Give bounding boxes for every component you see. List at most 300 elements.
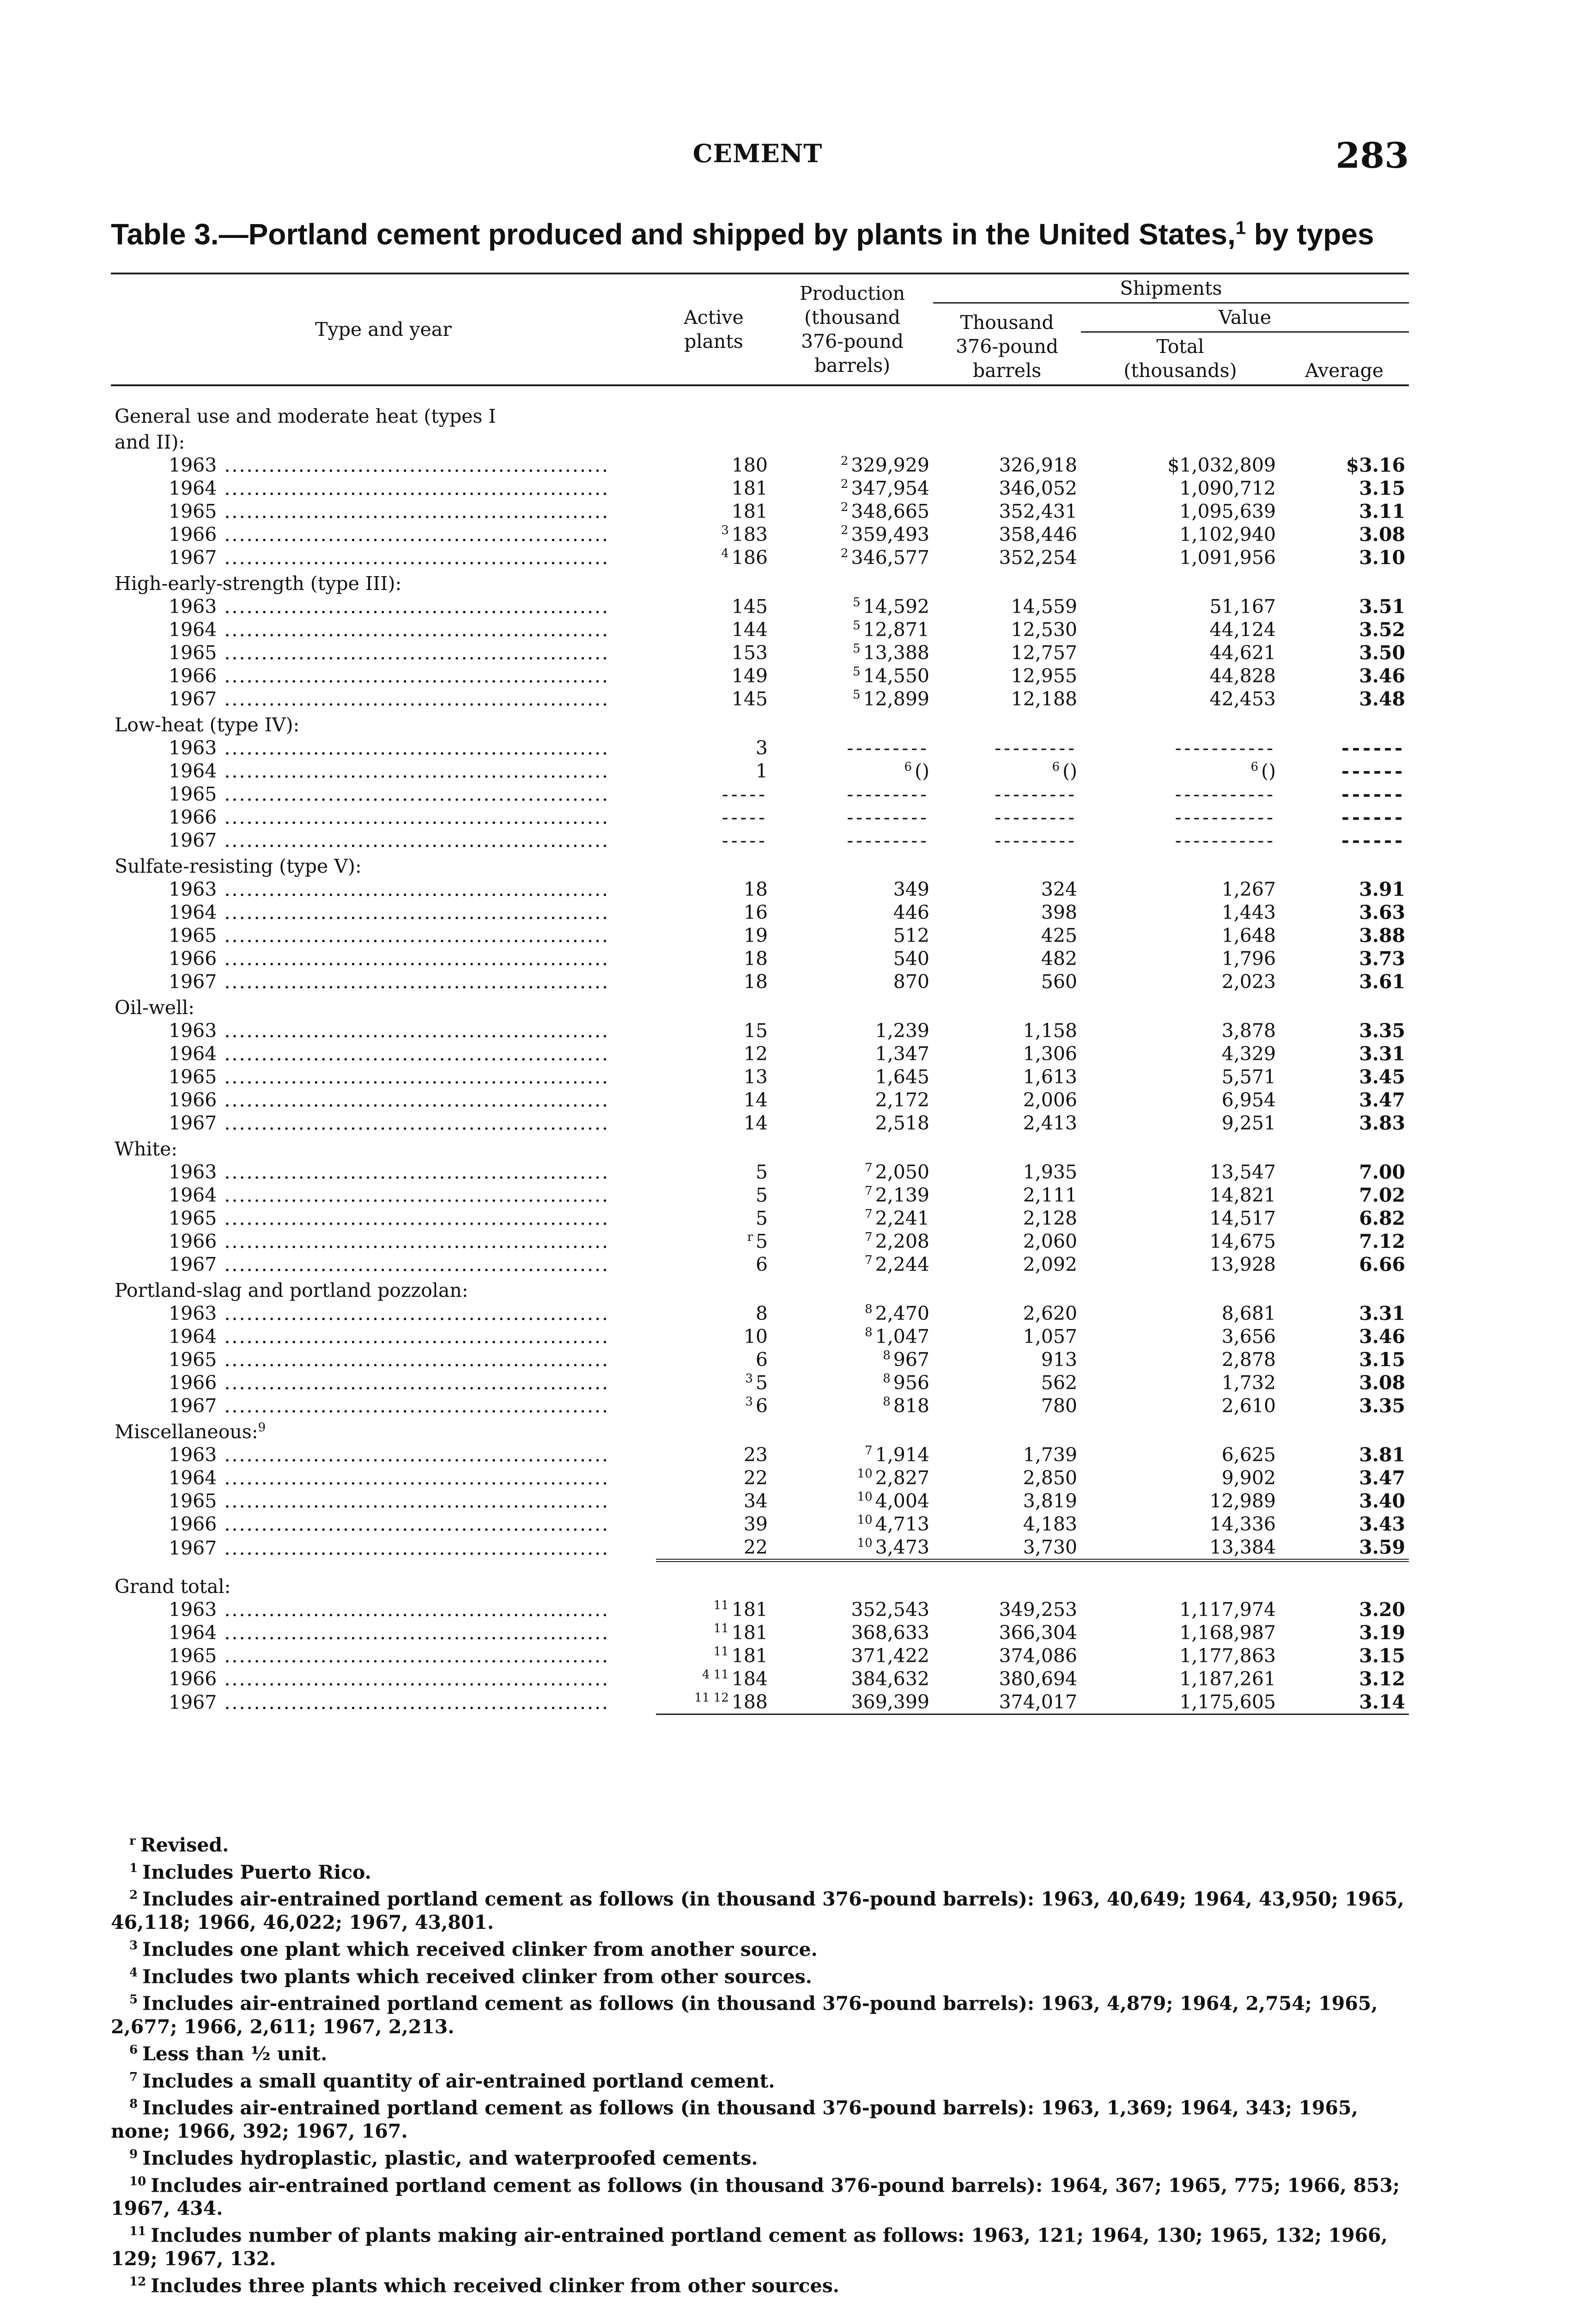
- cell-value: 3,878: [1221, 1020, 1276, 1042]
- rule-cell: [1280, 1714, 1409, 1720]
- year-cell: 1965 .....: [111, 1489, 656, 1513]
- footnote-mark: 2: [840, 477, 849, 492]
- active-plants-cell: [656, 1325, 771, 1348]
- cell-value: 5: [755, 1230, 768, 1252]
- average-value-cell: 7.00: [1359, 1161, 1406, 1183]
- footnote-mark: r: [747, 1230, 753, 1245]
- table-row: [111, 901, 1409, 924]
- footnote-mark: 5: [852, 596, 861, 610]
- active-plants-cell: [656, 924, 771, 947]
- production-cell: [771, 641, 933, 664]
- average-value-cell: ------: [1341, 829, 1406, 851]
- year-cell: 1964 .....: [111, 1184, 656, 1207]
- cell-value: 1,443: [1221, 901, 1276, 924]
- shipments-cell: [933, 687, 1081, 711]
- footnote-mark: 12: [129, 2274, 146, 2289]
- cell-value: 1,732: [1221, 1372, 1276, 1394]
- year-cell: 1966 .....: [111, 1667, 656, 1690]
- total-value-cell: [1081, 454, 1280, 477]
- production-cell: [771, 1513, 933, 1536]
- table-row: [111, 1466, 1409, 1489]
- cell-value: 1,187,261: [1179, 1668, 1276, 1690]
- active-plants-cell: [656, 760, 771, 783]
- production-cell: [771, 1667, 933, 1690]
- footnote-text: Includes hydroplastic, plastic, and waterproofed cements.: [142, 2147, 758, 2170]
- year-cell: 1965 .....: [111, 783, 656, 806]
- table-row: [111, 1019, 1409, 1042]
- footnote-mark: 11 12: [694, 1691, 729, 1705]
- total-value-cell: [1081, 546, 1280, 569]
- cell-value: 12: [743, 1043, 768, 1065]
- shipments-cell: [933, 618, 1081, 641]
- footnote-mark: 2: [129, 1888, 138, 1903]
- cell-value: 446: [893, 901, 929, 924]
- cell-value: ---------: [995, 783, 1077, 805]
- total-value-cell: [1081, 595, 1280, 618]
- footnote-mark: 6: [1052, 760, 1060, 774]
- shipments-cell: [933, 1302, 1081, 1325]
- year-cell: 1965 .....: [111, 1207, 656, 1230]
- cell-value: 2,470: [875, 1302, 929, 1325]
- cell-value: 14,559: [1011, 596, 1077, 618]
- cell-value: -----------: [1175, 783, 1276, 805]
- cell-value: 1,645: [875, 1066, 929, 1088]
- average-value-cell: 3.15: [1359, 1349, 1406, 1371]
- footnote-mark: r: [129, 1834, 136, 1848]
- cell-value: 1,239: [875, 1020, 929, 1042]
- table-row: [111, 687, 1409, 711]
- average-value-cell: 3.15: [1359, 477, 1406, 499]
- cell-value: 870: [893, 971, 929, 993]
- cell-value: 3,730: [1023, 1536, 1077, 1558]
- cell-value: 2,128: [1023, 1207, 1077, 1229]
- active-plants-cell: [656, 1371, 771, 1394]
- total-value-cell: [1081, 1112, 1280, 1135]
- cell-value: 5,571: [1221, 1066, 1276, 1088]
- total-value-cell: [1081, 829, 1280, 852]
- footnote-mark: 5: [852, 665, 861, 679]
- table-row: [111, 1348, 1409, 1371]
- header-thousand-line2: 376-pound: [955, 335, 1059, 358]
- cell-value: 352,254: [999, 547, 1077, 569]
- cell-value: 1,935: [1023, 1161, 1077, 1183]
- table-row: [111, 1302, 1409, 1325]
- cell-value: (): [1062, 760, 1077, 782]
- shipments-cell: [933, 1088, 1081, 1112]
- average-value-cell: 3.08: [1359, 523, 1406, 546]
- footnote-text: Includes number of plants making air-entrained portland cement as follows: 1963, 121; 1964, 130; 1965, 132; 1966, 129; 1967, 132.: [111, 2224, 1388, 2270]
- rule-cell: [933, 1714, 1081, 1720]
- average-value-cell: 3.12: [1359, 1668, 1406, 1690]
- year-cell: 1966 .....: [111, 947, 656, 970]
- footnote-mark: 7: [865, 1161, 873, 1175]
- cell-value: 13,388: [863, 642, 929, 664]
- total-value-cell: [1081, 1019, 1280, 1042]
- footnote-mark: 7: [865, 1444, 873, 1458]
- rule-cell: [933, 1561, 1081, 1573]
- production-cell: [771, 664, 933, 687]
- average-value-cell: 3.48: [1359, 688, 1406, 710]
- cell-value: 780: [1041, 1395, 1077, 1417]
- footnote: [111, 2143, 1423, 2170]
- average-value-cell: 3.47: [1359, 1467, 1406, 1489]
- total-value-cell: [1081, 1161, 1280, 1184]
- total-value-cell: [1081, 924, 1280, 947]
- cell-value: 2,006: [1023, 1089, 1077, 1111]
- cell-value: 1,090,712: [1179, 477, 1276, 499]
- year-cell: 1963 .....: [111, 1443, 656, 1466]
- year-cell: 1965 .....: [111, 924, 656, 947]
- total-value-cell: [1081, 1065, 1280, 1088]
- cell-value: 1: [755, 760, 768, 782]
- cell-value: 145: [731, 688, 768, 710]
- active-plants-cell: [656, 618, 771, 641]
- production-cell: [771, 1325, 933, 1348]
- table-row: [111, 829, 1409, 852]
- cell-value: 19: [743, 924, 768, 947]
- production-cell: [771, 454, 933, 477]
- total-value-cell: [1081, 664, 1280, 687]
- year-cell: 1967 .....: [111, 687, 656, 711]
- cell-value: 366,304: [999, 1622, 1077, 1644]
- cell-value: ---------: [995, 829, 1077, 851]
- cell-value: 14,675: [1209, 1230, 1276, 1252]
- cell-value: ---------: [995, 806, 1077, 828]
- table-row: [111, 1644, 1409, 1667]
- group-row: [111, 1276, 1409, 1302]
- shipments-cell: [933, 924, 1081, 947]
- active-plants-cell: [656, 1230, 771, 1253]
- footnote-mark: 11: [713, 1645, 729, 1659]
- table-row: [111, 664, 1409, 687]
- cell-value: 18: [743, 948, 768, 970]
- average-value-cell: 7.12: [1359, 1230, 1406, 1252]
- footnote-mark: 2: [840, 523, 849, 538]
- footnote-mark: 8: [865, 1302, 873, 1317]
- cell-value: 3,819: [1023, 1490, 1077, 1512]
- header-production-line3: 376-pound: [801, 330, 904, 353]
- header-total-line1: Total: [1156, 335, 1204, 358]
- table-row: [111, 1325, 1409, 1348]
- footnote-mark: 7: [129, 2070, 138, 2084]
- table-row: [111, 970, 1409, 993]
- cell-value: 4,713: [875, 1513, 929, 1535]
- cell-value: 14,517: [1209, 1207, 1276, 1229]
- active-plants-cell: [656, 736, 771, 760]
- cell-value: 1,347: [875, 1043, 929, 1065]
- cell-value: 181: [731, 1599, 768, 1621]
- cell-value: 9,251: [1221, 1112, 1276, 1134]
- shipments-cell: [933, 1184, 1081, 1207]
- year-cell: 1967 .....: [111, 1253, 656, 1276]
- footnote-mark: 2: [840, 500, 849, 515]
- active-plants-cell: [656, 829, 771, 852]
- year-cell: 1965 .....: [111, 641, 656, 664]
- page-header: [106, 135, 1409, 181]
- year-cell: 1966 .....: [111, 806, 656, 829]
- active-plants-cell: [656, 687, 771, 711]
- production-cell: [771, 1690, 933, 1714]
- cell-value: 22: [743, 1536, 768, 1558]
- table-row: [111, 1536, 1409, 1561]
- footnote-mark: 4: [129, 1965, 138, 1980]
- table-row: [111, 1667, 1409, 1690]
- header-thousand-line1: Thousand: [960, 311, 1054, 334]
- total-value-cell: [1081, 1042, 1280, 1065]
- year-cell: 1963 .....: [111, 736, 656, 760]
- cell-value: -----: [722, 806, 768, 828]
- cell-value: 186: [731, 547, 768, 569]
- footnote: [111, 2220, 1423, 2270]
- cell-value: 2,092: [1023, 1253, 1077, 1276]
- cell-value: 347,954: [851, 477, 929, 499]
- cell-value: 818: [893, 1395, 929, 1417]
- cell-value: 346,052: [999, 477, 1077, 499]
- production-cell: [771, 1489, 933, 1513]
- average-value-cell: 3.08: [1359, 1372, 1406, 1394]
- group-label-text: Low-heat (type IV):: [115, 714, 300, 736]
- footnote-mark: 3: [721, 523, 729, 538]
- active-plants-cell: [656, 1621, 771, 1644]
- cell-value: 14: [743, 1089, 768, 1111]
- shipments-cell: [933, 1065, 1081, 1088]
- cell-value: 5: [755, 1161, 768, 1183]
- year-cell: 1964 .....: [111, 1466, 656, 1489]
- table-title-text: Table 3.—Portland cement produced and shipped by plants in the United States,: [111, 218, 1236, 251]
- total-value-cell: [1081, 1088, 1280, 1112]
- cell-value: 6,954: [1221, 1089, 1276, 1111]
- cell-value: 6: [755, 1349, 768, 1371]
- cell-value: 398: [1041, 901, 1077, 924]
- average-value-cell: 3.14: [1359, 1691, 1406, 1713]
- footnote-mark: 8: [883, 1372, 891, 1386]
- year-cell: 1964 .....: [111, 477, 656, 500]
- cell-value: 358,446: [999, 523, 1077, 546]
- table-row: [111, 1598, 1409, 1621]
- footnote-mark: 5: [852, 642, 861, 656]
- footnote-mark: 10: [857, 1467, 873, 1481]
- cell-value: 1,117,974: [1179, 1599, 1276, 1621]
- shipments-cell: [933, 970, 1081, 993]
- active-plants-cell: [656, 1042, 771, 1065]
- cell-value: 2,244: [875, 1253, 929, 1276]
- production-cell: [771, 1371, 933, 1394]
- footnote-mark: 6: [1250, 760, 1258, 774]
- cell-value: 3,656: [1221, 1325, 1276, 1348]
- cell-value: 349,253: [999, 1599, 1077, 1621]
- footnote-mark: 5: [852, 619, 861, 633]
- header-production: [771, 274, 933, 385]
- shipments-cell: [933, 1371, 1081, 1394]
- production-cell: [771, 1112, 933, 1135]
- active-plants-cell: [656, 901, 771, 924]
- total-value-cell: [1081, 523, 1280, 546]
- average-value-cell: 3.63: [1359, 901, 1406, 924]
- footnote: [111, 1988, 1423, 2038]
- average-value-cell: 3.46: [1359, 1325, 1406, 1348]
- production-cell: [771, 1621, 933, 1644]
- production-cell: [771, 1536, 933, 1561]
- cell-value: 16: [743, 901, 768, 924]
- footnote-mark: 11: [129, 2225, 146, 2239]
- total-value-cell: [1081, 1230, 1280, 1253]
- active-plants-cell: [656, 1348, 771, 1371]
- cell-value: 15: [743, 1020, 768, 1042]
- production-cell: [771, 500, 933, 523]
- shipments-cell: [933, 1161, 1081, 1184]
- cell-value: 8: [755, 1302, 768, 1325]
- footnote-mark: 10: [857, 1513, 873, 1527]
- cell-value: 8,681: [1221, 1302, 1276, 1325]
- footnote: [111, 2270, 1423, 2298]
- footnote-mark: 3: [129, 1938, 138, 1952]
- shipments-cell: [933, 783, 1081, 806]
- total-value-cell: [1081, 1302, 1280, 1325]
- year-cell: 1965 .....: [111, 1348, 656, 1371]
- production-cell: [771, 806, 933, 829]
- shipments-cell: [933, 454, 1081, 477]
- total-value-cell: [1081, 878, 1280, 901]
- footnote: [111, 2092, 1423, 2143]
- production-cell: [771, 829, 933, 852]
- total-value-cell: [1081, 806, 1280, 829]
- shipments-cell: [933, 641, 1081, 664]
- table-title-footnote-mark: 1: [1235, 218, 1246, 238]
- year-cell: 1963 .....: [111, 878, 656, 901]
- cell-value: 512: [893, 924, 929, 947]
- cell-value: 2,241: [875, 1207, 929, 1229]
- header-active-plants: [656, 274, 771, 385]
- total-value-cell: [1081, 1644, 1280, 1667]
- year-cell: 1963 .....: [111, 595, 656, 618]
- cell-value: 371,422: [851, 1645, 929, 1667]
- table-row: [111, 618, 1409, 641]
- footnote: [111, 1884, 1423, 1934]
- cell-value: 913: [1041, 1349, 1077, 1371]
- cell-value: 4,183: [1023, 1513, 1077, 1535]
- active-plants-cell: [656, 1513, 771, 1536]
- footnote-mark: 4 11: [702, 1668, 729, 1682]
- production-cell: [771, 546, 933, 569]
- grand-total-label: Grand total:: [115, 1575, 231, 1598]
- cell-value: 2,172: [875, 1089, 929, 1111]
- cell-value: 5: [755, 1184, 768, 1206]
- year-cell: 1967 .....: [111, 1536, 656, 1561]
- average-value-cell: 6.82: [1359, 1207, 1406, 1229]
- cell-value: 1,047: [875, 1325, 929, 1348]
- header-production-line1: Production: [799, 282, 905, 304]
- footnote: [111, 1961, 1423, 1988]
- cell-value: 1,613: [1023, 1066, 1077, 1088]
- cell-value: 1,102,940: [1179, 523, 1276, 546]
- cell-value: 956: [893, 1372, 929, 1394]
- cell-value: 12,871: [863, 619, 929, 641]
- cell-value: 1,739: [1023, 1444, 1077, 1466]
- total-value-cell: [1081, 1348, 1280, 1371]
- average-value-cell: 3.81: [1359, 1444, 1406, 1466]
- footnote-mark: 9: [129, 2147, 138, 2161]
- cell-value: 183: [731, 523, 768, 546]
- table-row: [111, 500, 1409, 523]
- cell-value: 153: [731, 642, 768, 664]
- shipments-cell: [933, 1394, 1081, 1417]
- table-row: [111, 523, 1409, 546]
- cell-value: -----------: [1175, 806, 1276, 828]
- cell-value: 6,625: [1221, 1444, 1276, 1466]
- cell-value: 2,518: [875, 1112, 929, 1134]
- footnotes: [111, 1830, 1423, 2298]
- shipments-cell: [933, 1325, 1081, 1348]
- cell-value: 1,796: [1221, 948, 1276, 970]
- average-value-cell: ------: [1341, 806, 1406, 828]
- active-plants-cell: [656, 454, 771, 477]
- year-cell: 1963 .....: [111, 1019, 656, 1042]
- table-row: [111, 1690, 1409, 1714]
- group-row: [111, 993, 1409, 1019]
- cell-value: 359,493: [851, 523, 929, 546]
- footnote: [111, 2170, 1423, 2220]
- shipments-cell: [933, 1489, 1081, 1513]
- average-value-cell: 3.45: [1359, 1066, 1406, 1088]
- group-label-text: Miscellaneous:: [115, 1421, 258, 1443]
- cell-value: 149: [731, 665, 768, 687]
- footnote-text: Less than ½ unit.: [142, 2043, 328, 2065]
- year-cell: 1965 .....: [111, 1065, 656, 1088]
- cell-value: -----------: [1175, 737, 1276, 759]
- cell-value: 184: [731, 1668, 768, 1690]
- total-value-cell: [1081, 618, 1280, 641]
- footnote-mark: 10: [857, 1536, 873, 1550]
- cell-value: 2,620: [1023, 1302, 1077, 1325]
- total-value-cell: [1081, 1621, 1280, 1644]
- cell-value: 1,158: [1023, 1020, 1077, 1042]
- shipments-cell: [933, 1644, 1081, 1667]
- header-shipments: Shipments: [933, 274, 1409, 303]
- footnote-mark: 10: [857, 1490, 873, 1504]
- production-cell: [771, 1019, 933, 1042]
- cell-value: 5: [755, 1207, 768, 1229]
- year-cell: 1963 .....: [111, 1161, 656, 1184]
- average-value-cell: ------: [1341, 737, 1406, 759]
- average-value-cell: 3.40: [1359, 1490, 1406, 1512]
- shipments-cell: [933, 1230, 1081, 1253]
- rule-cell: [1280, 1561, 1409, 1573]
- cell-value: 1,648: [1221, 924, 1276, 947]
- active-plants-cell: [656, 641, 771, 664]
- total-value-cell: [1081, 1536, 1280, 1561]
- year-cell: 1964 .....: [111, 1621, 656, 1644]
- total-value-cell: [1081, 1371, 1280, 1394]
- header-plants: plants: [684, 330, 743, 353]
- shipments-cell: [933, 595, 1081, 618]
- footnote: [111, 1830, 1423, 1857]
- production-cell: [771, 1253, 933, 1276]
- footnote-mark: 9: [258, 1421, 266, 1435]
- year-cell: 1967 .....: [111, 829, 656, 852]
- table-title-end: by types: [1245, 218, 1374, 251]
- cell-value: 181: [731, 1645, 768, 1667]
- average-value-cell: 3.31: [1359, 1043, 1406, 1065]
- shipments-cell: [933, 1536, 1081, 1561]
- cell-value: 2,878: [1221, 1349, 1276, 1371]
- total-value-cell: [1081, 500, 1280, 523]
- production-cell: [771, 783, 933, 806]
- cell-value: 560: [1041, 971, 1077, 993]
- group-row: [111, 711, 1409, 736]
- table-row: [111, 1230, 1409, 1253]
- header-thousand-barrels: [933, 303, 1081, 386]
- cell-value: 13,547: [1209, 1161, 1276, 1183]
